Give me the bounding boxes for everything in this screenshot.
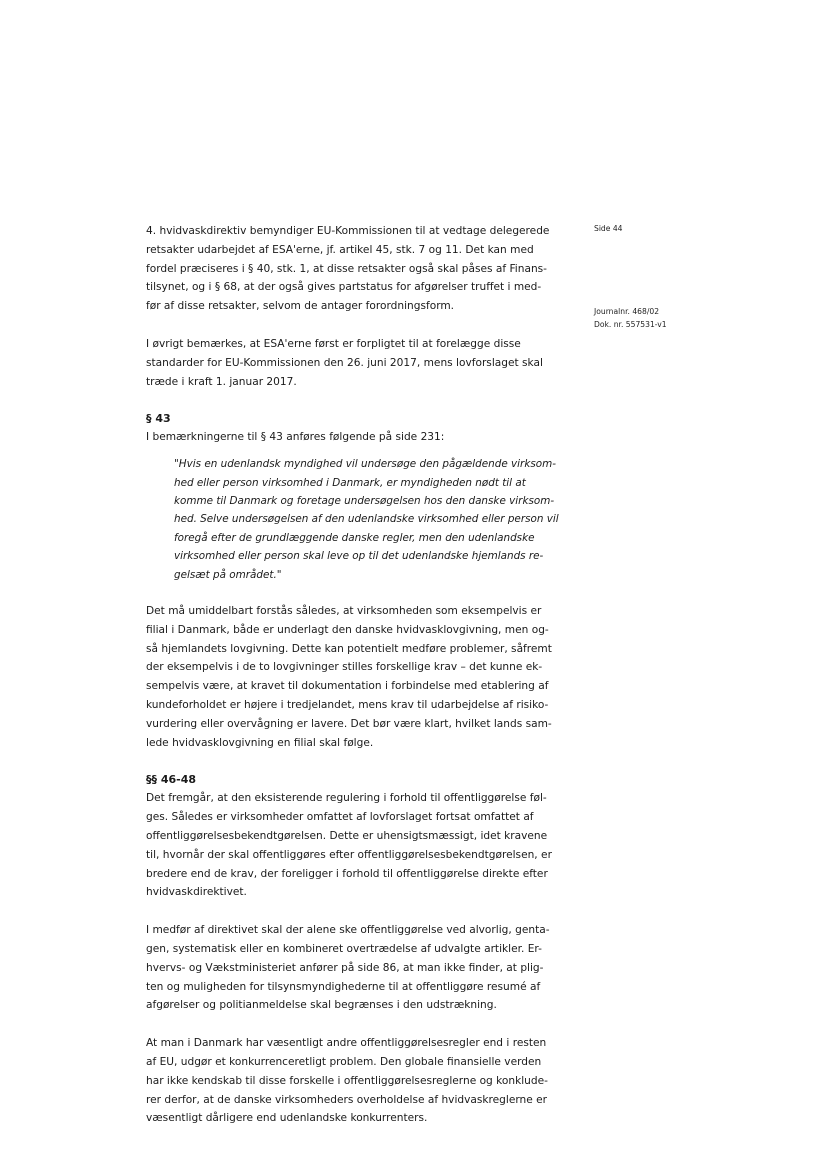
page-number: Side 44 — [594, 224, 623, 233]
paragraph: Det må umiddelbart forstås således, at virksomheden som eksempelvis er filial i Danmark, både er underlagt den danske hvidvasklovgivning, men og- så hjemlandets lovgivning. Dette kan potentielt medføre problemer, såfremt der eksempelvis i de to lovgivninger stilles forskellige krav – det kunne ek- sempelvis være, at kravet til dokumentation i forbindelse med etablering af kundeforholdet er højere i tredjelandet, mens krav til udarbejdelse af risiko- vurdering eller overvågning er lavere. Det bør være klart, hvilket lands sam- lede hvidvasklovgivning en filial skal følge. — [146, 605, 552, 749]
section-46-48: §§ 46-48 Det fremgår, at den eksisterende regulering i forhold til offentliggørelse føl- ges. Således er virksomheder omfattet af lovforslaget fortsat omfattet af offentliggørelsesbekendtgørelsen. Dette er uhensigtsmæssigt, idet kravene til, hvornår der skal offentliggøres efter offentliggørelsesbekendtgørelsen, er bredere end de krav, der foreligger i forhold til offentliggørelse direkte efter hvidvaskdirektivet. — [146, 771, 574, 902]
journal-number: Journalnr. 468/02 — [594, 307, 660, 316]
doc-number: Dok. nr. 557531-v1 — [594, 319, 667, 329]
paragraph: 4. hvidvaskdirektiv bemyndiger EU-Kommissionen til at vedtage delegerede retsakter udarbejdet af ESA'erne, jf. artikel 45, stk. 7 og 11. Det kan med fordel præciseres i § 40, stk. 1, at disse retsakter også skal påses af Finans- tilsynet, og i § 68, at der også gives partstatus for afgørelser truffet i med- før af disse retsakter, selvom de antager forordningsform. — [146, 225, 550, 313]
paragraph: I medfør af direktivet skal der alene ske offentliggørelse ved alvorlig, genta- gen, systematisk eller en kombineret overtrædelse af udvalgte artikler. Er- hvervs- og Vækstministeriet anfører på side 86, at man ikke finder, at plig- ten og muligheden for tilsynsmyndighederne til at offentliggøre resumé af afgørelser og politianmeldelse skal begrænses i den udstrækning. — [146, 924, 550, 1012]
document-reference — [594, 306, 667, 331]
paragraph: I øvrigt bemærkes, at ESA'erne først er forpligtet til at forelægge disse standarder for EU-Kommissionen den 26. juni 2017, mens lovforslaget skal træde i kraft 1. januar 2017. — [146, 337, 543, 388]
section-heading: §§ 46-48 — [146, 773, 197, 787]
document-body — [146, 222, 574, 1147]
paragraph: At man i Danmark har væsentligt andre offentliggørelsesregler end i resten af EU, udgør et konkurrenceretligt problem. Den globale finansielle verden har ikke kendskab til disse forskelle i offentliggørelsesreglerne og konklude- rer derfor, at de danske virksomheders overholdelse af hvidvaskreglerne er væsentligt dårligere end udenlandske konkurrenters. — [146, 1037, 548, 1125]
section-43: § 43 I bemærkningerne til § 43 anføres følgende på side 231: — [146, 410, 574, 447]
block-quote: "Hvis en udenlandsk myndighed vil undersøge den pågældende virksom- hed eller person virksomhed i Danmark, er myndigheden nødt til at komme til Danmark og foretage undersøgelsen hos den danske virksom- hed. Selve undersøgelsen af den udenlandske virksomhed eller person vil foregå efter de grundlæggende danske regler, men den udenlandske virksomhed eller person skal leve op til det udenlandske hjemlands re- gelsæt på området." — [174, 458, 559, 581]
section-heading: § 43 — [146, 412, 171, 426]
